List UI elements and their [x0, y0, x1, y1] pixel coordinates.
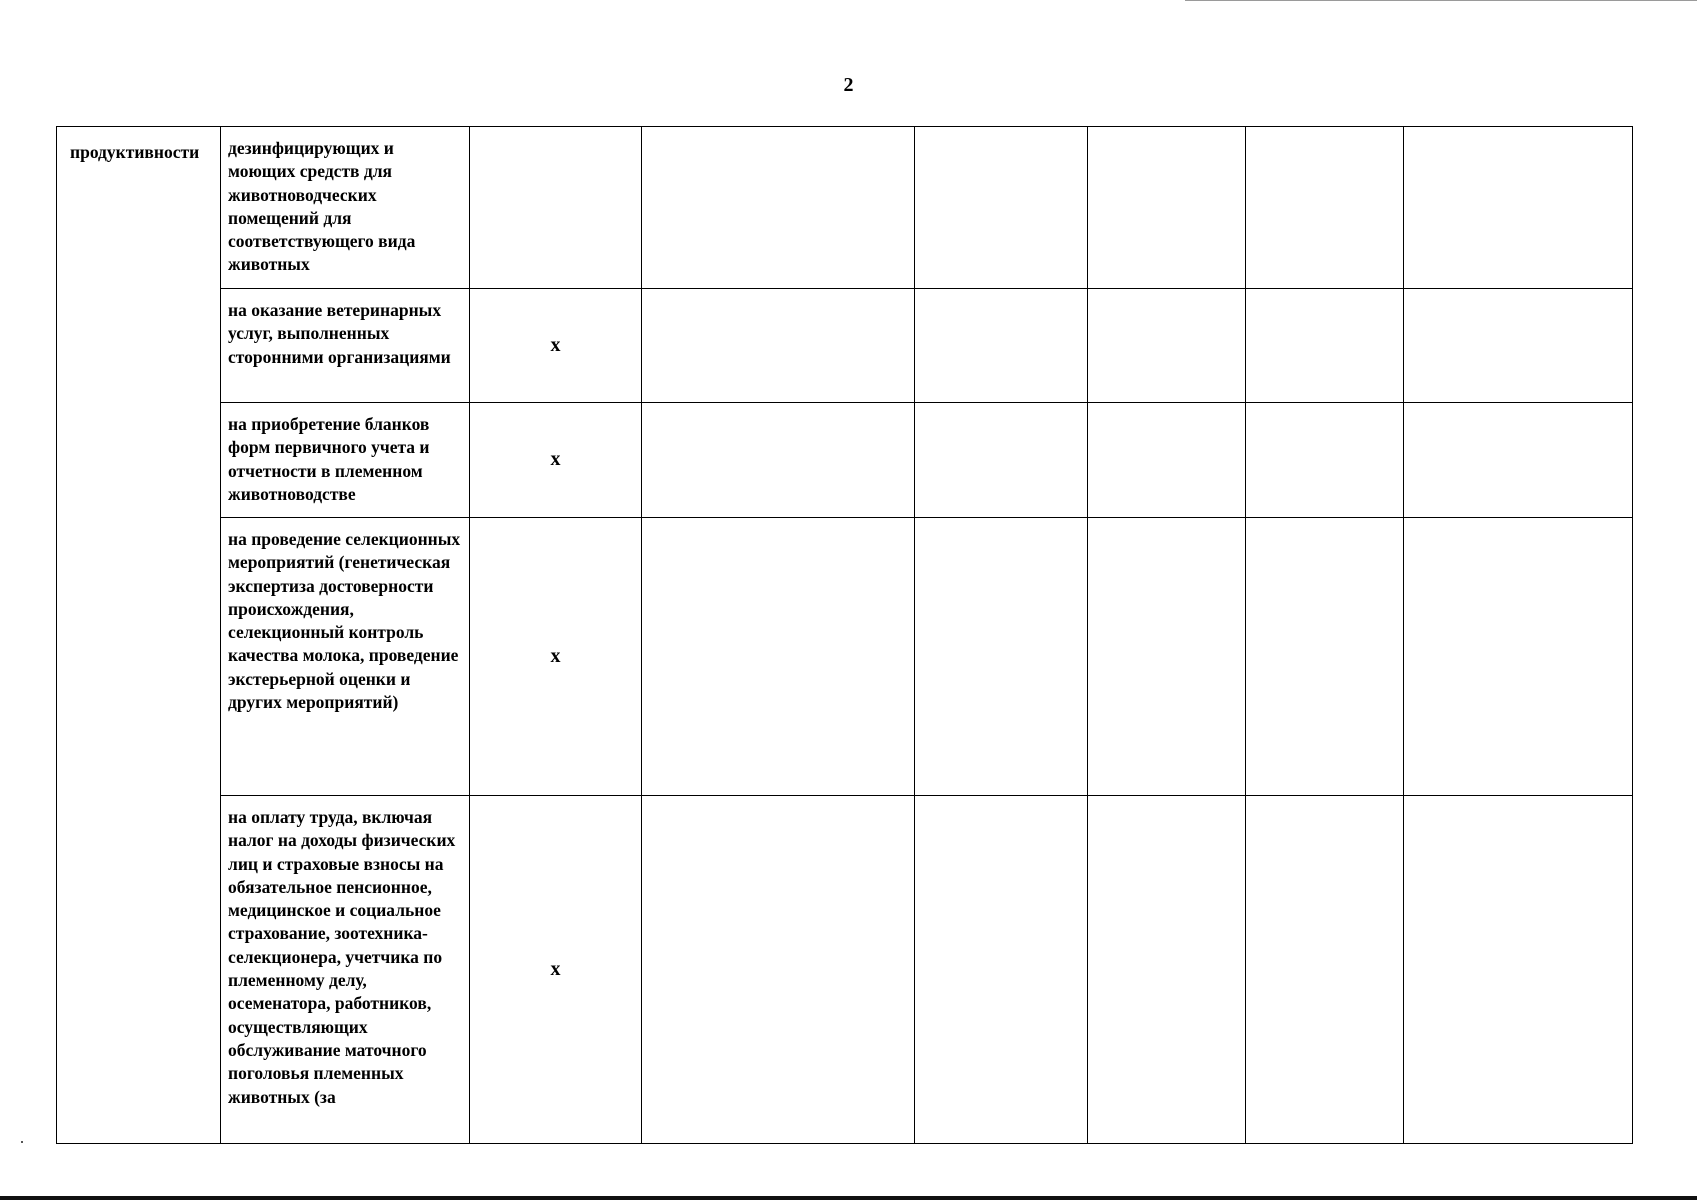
empty-cell [642, 796, 915, 1144]
row-mark-cell: х [470, 403, 642, 518]
empty-cell [1246, 127, 1404, 289]
row-mark-cell [470, 127, 642, 289]
row-description: на оплату труда, включая налог на доходы физических лиц и страховые взносы на обязательное пенсионное, медицинское и социальное страхование, зоотехника-селекционера, учетчика по племенному делу, осеменатора, работников, осуществляющих обслуживание маточного поголовья племенных животных (за [221, 796, 470, 1144]
empty-cell [1088, 127, 1246, 289]
table-row [57, 403, 1633, 518]
empty-cell [915, 127, 1088, 289]
empty-cell [1088, 403, 1246, 518]
empty-cell [1404, 403, 1633, 518]
empty-cell [1246, 518, 1404, 796]
page-number: 2 [843, 74, 854, 96]
scan-speck [21, 1141, 23, 1143]
empty-cell [915, 403, 1088, 518]
empty-cell [1246, 289, 1404, 403]
empty-cell [915, 518, 1088, 796]
empty-cell [915, 289, 1088, 403]
empty-cell [1246, 796, 1404, 1144]
table-row [57, 796, 1633, 1144]
row-group-label: продуктивности [57, 127, 221, 1144]
table-row [57, 518, 1633, 796]
row-mark-cell: х [470, 289, 642, 403]
table-row [57, 127, 1633, 289]
empty-cell [642, 403, 915, 518]
row-description: на проведение селекционных мероприятий (генетическая экспертиза достоверности происхождения, селекционный контроль качества молока, проведение экстерьерной оценки и других мероприятий) [221, 518, 470, 796]
document-table [56, 126, 1633, 1144]
scan-top-edge-line [1185, 0, 1697, 1]
row-mark-cell: х [470, 518, 642, 796]
empty-cell [915, 796, 1088, 1144]
row-description: на приобретение бланков форм первичного учета и отчетности в племенном животноводстве [221, 403, 470, 518]
scan-bottom-edge-bar [0, 1196, 1697, 1200]
table-row [57, 289, 1633, 403]
row-description: на оказание ветеринарных услуг, выполненных сторонними организациями [221, 289, 470, 403]
empty-cell [1404, 289, 1633, 403]
empty-cell [1088, 518, 1246, 796]
empty-cell [642, 127, 915, 289]
empty-cell [642, 289, 915, 403]
row-mark-cell: х [470, 796, 642, 1144]
empty-cell [642, 518, 915, 796]
empty-cell [1404, 127, 1633, 289]
row-description: дезинфицирующих и моющих средств для животноводческих помещений для соответствующего вида животных [221, 127, 470, 289]
empty-cell [1404, 796, 1633, 1144]
empty-cell [1246, 403, 1404, 518]
empty-cell [1404, 518, 1633, 796]
empty-cell [1088, 289, 1246, 403]
empty-cell [1088, 796, 1246, 1144]
